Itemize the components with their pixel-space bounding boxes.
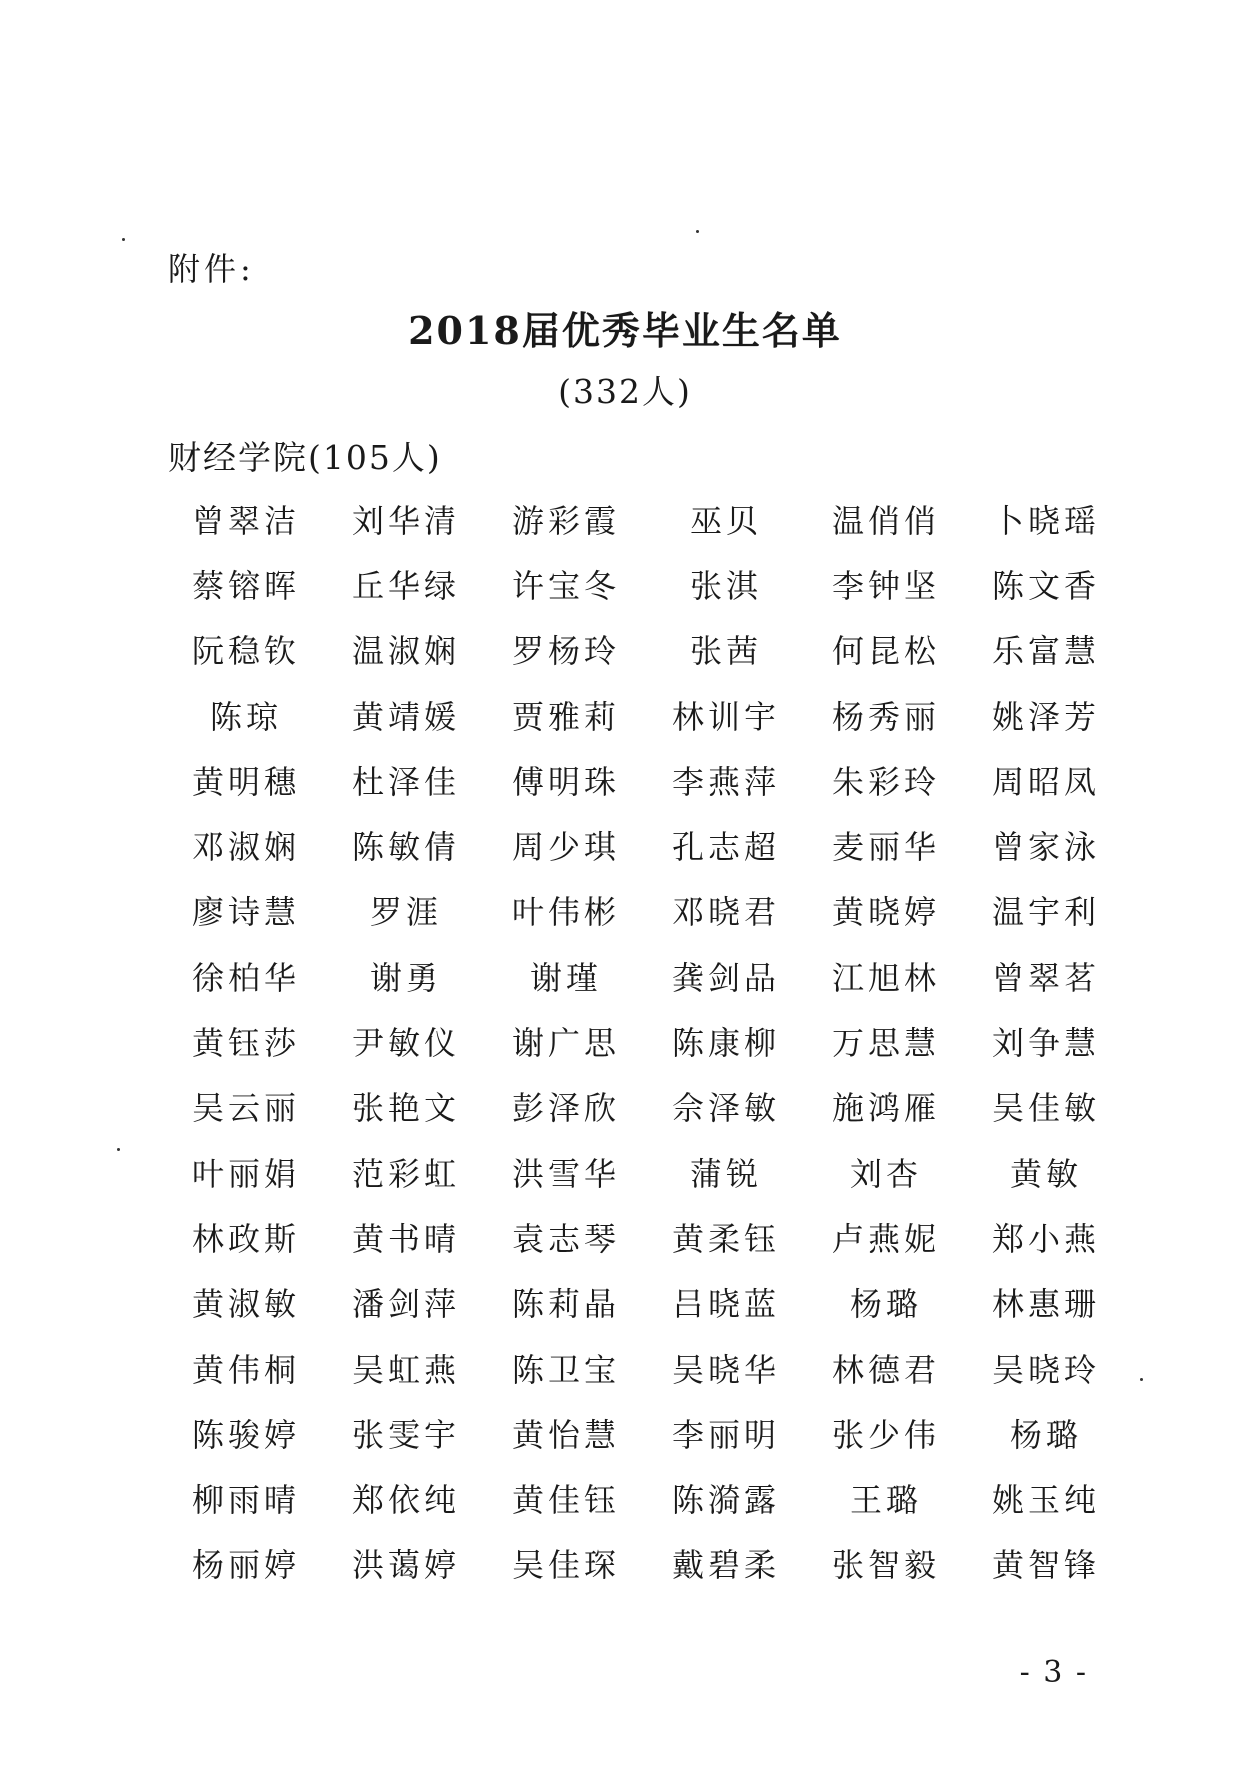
- name-entry: 温俏俏: [831, 501, 940, 540]
- page-number: - 3 -: [1019, 1655, 1088, 1690]
- name-entry: 王璐: [849, 1481, 922, 1520]
- name-entry: 罗杨玲: [511, 632, 620, 671]
- name-entry: 陈骏婷: [191, 1415, 300, 1454]
- name-entry: 吴佳琛: [511, 1546, 620, 1585]
- name-entry: 尹敏仪: [351, 1024, 460, 1063]
- name-entry: 乐富慧: [991, 632, 1100, 671]
- name-entry: 张茜: [689, 632, 762, 671]
- name-entry: 柳雨晴: [191, 1481, 300, 1520]
- name-list: [166, 486, 1126, 1596]
- name-entry: 佘泽敏: [671, 1089, 780, 1128]
- attachment-label: 附件:: [168, 250, 255, 288]
- section-heading: 财经学院(105人): [168, 438, 442, 477]
- name-entry: 吴晓玲: [991, 1350, 1100, 1389]
- name-entry: 刘华清: [351, 501, 460, 540]
- name-entry: 林训宇: [671, 697, 780, 736]
- name-entry: 卢燕妮: [831, 1219, 940, 1258]
- name-entry: 陈文香: [991, 566, 1100, 605]
- scan-speck: [117, 1148, 120, 1151]
- name-entry: 张艳文: [351, 1089, 460, 1128]
- name-entry: 杜泽佳: [351, 762, 460, 801]
- name-entry: 林政斯: [191, 1219, 300, 1258]
- name-entry: 温淑娴: [351, 632, 460, 671]
- document-subtitle: (332人): [558, 372, 692, 411]
- name-entry: 丘华绿: [351, 566, 460, 605]
- name-entry: 张雯宇: [351, 1415, 460, 1454]
- name-entry: 陈莉晶: [511, 1285, 620, 1324]
- name-entry: 吴云丽: [191, 1089, 300, 1128]
- name-entry: 张智毅: [831, 1546, 940, 1585]
- name-entry: 周少琪: [511, 828, 620, 867]
- name-entry: 巫贝: [689, 501, 762, 540]
- name-entry: 杨秀丽: [831, 697, 940, 736]
- name-entry: 潘剑萍: [351, 1285, 460, 1324]
- name-entry: 黄柔钰: [671, 1219, 780, 1258]
- name-entry: 林德君: [831, 1350, 940, 1389]
- scan-speck: [122, 238, 125, 241]
- name-entry: 孔志超: [671, 828, 780, 867]
- name-entry: 吕晓蓝: [671, 1285, 780, 1324]
- name-entry: 傅明珠: [511, 762, 620, 801]
- name-entry: 陈敏倩: [351, 828, 460, 867]
- name-entry: 吴虹燕: [351, 1350, 460, 1389]
- name-entry: 蔡镕晖: [191, 566, 300, 605]
- name-entry: 许宝冬: [511, 566, 620, 605]
- name-entry: 杨璐: [849, 1285, 922, 1324]
- name-entry: 黄智锋: [991, 1546, 1100, 1585]
- name-entry: 洪蔼婷: [351, 1546, 460, 1585]
- name-entry: 袁志琴: [511, 1219, 620, 1258]
- name-entry: 江旭林: [831, 958, 940, 997]
- name-entry: 温宇利: [991, 893, 1100, 932]
- name-entry: 谢瑾: [529, 958, 602, 997]
- name-entry: 罗涯: [369, 893, 442, 932]
- name-entry: 黄佳钰: [511, 1481, 620, 1520]
- name-entry: 卜晓瑶: [991, 501, 1100, 540]
- name-entry: 叶伟彬: [511, 893, 620, 932]
- name-entry: 游彩霞: [511, 501, 620, 540]
- name-entry: 洪雪华: [511, 1154, 620, 1193]
- name-entry: 李丽明: [671, 1415, 780, 1454]
- name-entry: 邓晓君: [671, 893, 780, 932]
- name-entry: 曾翠茗: [991, 958, 1100, 997]
- scan-speck: [1140, 1378, 1143, 1381]
- name-entry: 范彩虹: [351, 1154, 460, 1193]
- name-entry: 阮稳钦: [191, 632, 300, 671]
- name-entry: 郑依纯: [351, 1481, 460, 1520]
- name-entry: 万思慧: [831, 1024, 940, 1063]
- name-entry: 陈康柳: [671, 1024, 780, 1063]
- name-entry: 彭泽欣: [511, 1089, 620, 1128]
- name-entry: 李燕萍: [671, 762, 780, 801]
- name-entry: 林惠珊: [991, 1285, 1100, 1324]
- name-entry: 黄伟桐: [191, 1350, 300, 1389]
- name-entry: 贾雅莉: [511, 697, 620, 736]
- name-entry: 杨丽婷: [191, 1546, 300, 1585]
- name-entry: 蒲锐: [689, 1154, 762, 1193]
- name-entry: 黄靖媛: [351, 697, 460, 736]
- name-entry: 黄书晴: [351, 1219, 460, 1258]
- name-entry: 陈漪露: [671, 1481, 780, 1520]
- name-entry: 吴佳敏: [991, 1089, 1100, 1128]
- name-entry: 施鸿雁: [831, 1089, 940, 1128]
- name-entry: 麦丽华: [831, 828, 940, 867]
- name-entry: 邓淑娴: [191, 828, 300, 867]
- name-entry: 黄淑敏: [191, 1285, 300, 1324]
- name-entry: 何昆松: [831, 632, 940, 671]
- name-entry: 戴碧柔: [671, 1546, 780, 1585]
- name-entry: 张淇: [689, 566, 762, 605]
- name-entry: 吴晓华: [671, 1350, 780, 1389]
- name-entry: 朱彩玲: [831, 762, 940, 801]
- name-entry: 黄敏: [1009, 1154, 1082, 1193]
- name-entry: 叶丽娟: [191, 1154, 300, 1193]
- name-entry: 郑小燕: [991, 1219, 1100, 1258]
- name-entry: 周昭凤: [991, 762, 1100, 801]
- name-entry: 陈卫宝: [511, 1350, 620, 1389]
- name-entry: 廖诗慧: [191, 893, 300, 932]
- name-entry: 刘争慧: [991, 1024, 1100, 1063]
- name-entry: 黄怡慧: [511, 1415, 620, 1454]
- name-entry: 杨璐: [1009, 1415, 1082, 1454]
- name-entry: 谢勇: [369, 958, 442, 997]
- name-entry: 徐柏华: [191, 958, 300, 997]
- name-entry: 姚泽芳: [991, 697, 1100, 736]
- name-entry: 龚剑品: [671, 958, 780, 997]
- document-title: 2018届优秀毕业生名单: [408, 308, 842, 353]
- name-entry: 黄晓婷: [831, 893, 940, 932]
- scan-speck: [696, 230, 699, 233]
- name-entry: 曾翠洁: [191, 501, 300, 540]
- name-entry: 刘杏: [849, 1154, 922, 1193]
- name-entry: 姚玉纯: [991, 1481, 1100, 1520]
- name-entry: 黄钰莎: [191, 1024, 300, 1063]
- name-entry: 李钟坚: [831, 566, 940, 605]
- name-entry: 陈琼: [209, 697, 282, 736]
- name-entry: 谢广思: [511, 1024, 620, 1063]
- name-entry: 黄明穗: [191, 762, 300, 801]
- name-entry: 曾家泳: [991, 828, 1100, 867]
- name-entry: 张少伟: [831, 1415, 940, 1454]
